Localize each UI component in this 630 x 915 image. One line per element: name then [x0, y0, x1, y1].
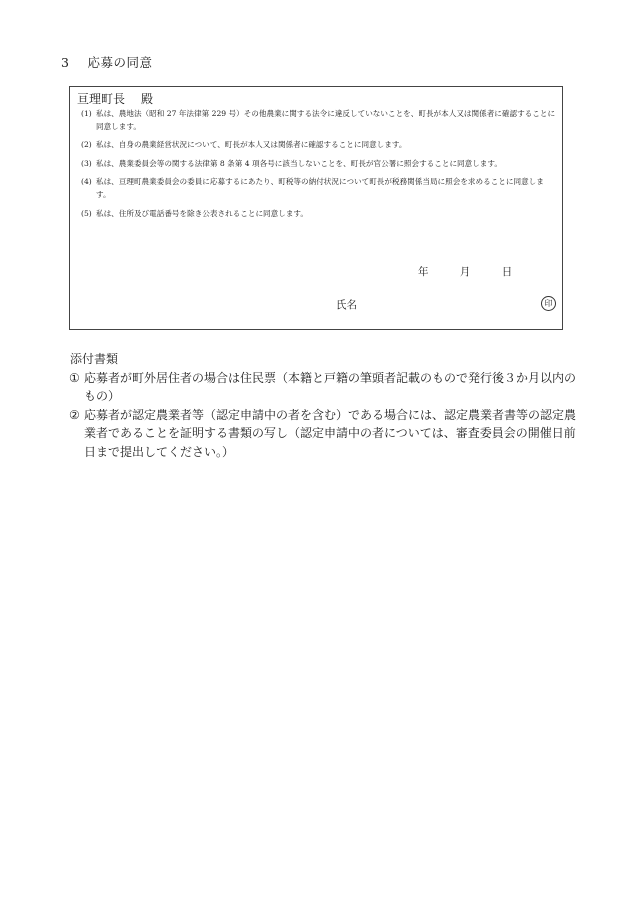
consent-items: [81, 108, 557, 226]
section-heading: [61, 53, 153, 71]
date-day-label: 日: [501, 266, 513, 278]
addressee: [77, 90, 153, 107]
consent-item-text: 私は、亘理町農業委員会の委員に応募するにあたり、町税等の納付状況について町長が税務関係当局に照会を求めることに同意します。: [96, 177, 544, 199]
attachment-item-mark: ②: [69, 407, 80, 422]
addressee-name: 亘理町長: [77, 92, 126, 106]
addressee-honorific: 殿: [141, 92, 154, 106]
attachment-item: [70, 406, 580, 462]
consent-box: [69, 86, 563, 330]
date-year-label: 年: [418, 266, 429, 278]
attachment-item-text: 応募者が町外居住者の場合は住民票（本籍と戸籍の筆頭者記載のもので発行後３か月以内のもの）: [84, 370, 577, 403]
seal-mark: 印: [541, 296, 556, 311]
date-month-label: 月: [459, 266, 471, 278]
consent-item-mark: (1): [81, 109, 92, 118]
consent-item-text: 私は、農地法（昭和 27 年法律第 229 号）その他農業に関する法令に違反していないことを、町長が本人又は関係者に確認することに同意します。: [96, 109, 556, 131]
section-title: 応募の同意: [87, 55, 153, 70]
name-label: 氏名: [336, 299, 357, 311]
attachment-item-text: 応募者が認定農業者等（認定申請中の者を含む）である場合には、認定農業者書等の認定農業者であることを証明する書類の写し（認定申請中の者については、審査委員会の開催日前日まで提出してください。）: [84, 407, 577, 459]
attachment-item: [70, 369, 580, 406]
consent-item: [81, 158, 557, 171]
consent-item-text: 私は、農業委員会等の関する法律第 8 条第 4 項各号に該当しないことを、町長が官公署に照会することに同意します。: [96, 158, 502, 168]
consent-item-mark: (5): [81, 208, 92, 218]
consent-item: [81, 108, 557, 133]
consent-item-text: 私は、住所及び電話番号を除き公表されることに同意します。: [96, 208, 309, 218]
name-field[interactable]: [336, 297, 556, 312]
consent-item-text: 私は、自身の農業経営状況について、町長が本人又は関係者に確認することに同意します。: [96, 140, 407, 150]
consent-item-mark: (3): [81, 158, 92, 168]
section-number: 3: [61, 55, 70, 70]
consent-item: [81, 208, 557, 221]
attachments-title: 添付書類: [70, 352, 119, 366]
consent-item-mark: (4): [81, 177, 92, 187]
consent-item: [81, 176, 557, 201]
attachments: [70, 350, 580, 461]
consent-item-mark: (2): [81, 140, 92, 150]
attachment-item-mark: ①: [69, 370, 80, 385]
consent-item: [81, 139, 557, 152]
date-field[interactable]: [418, 264, 512, 279]
